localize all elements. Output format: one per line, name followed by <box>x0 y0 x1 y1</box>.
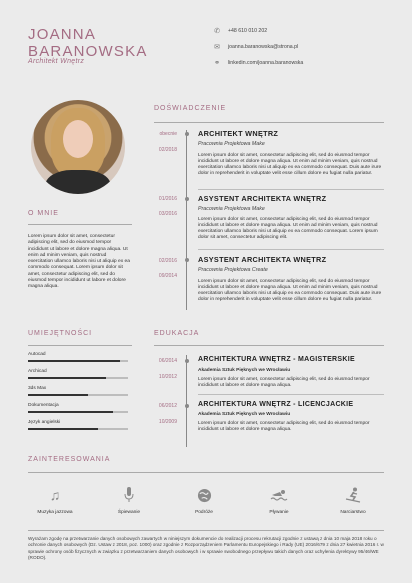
skill-bar-track <box>28 394 128 396</box>
exp2-company: Pracownia Projektowa Make <box>198 206 265 212</box>
about-text: Lorem ipsum dolor sit amet, consectetur adipiscing elit, sed do eiusmod tempor incididunt ut labore et dolore magna aliqua. Ut enim ad minim veniam, quis nostrud exercitation ullamco laboris nisi ut aliquip ex ea commodo consequat. Lorem ipsum dolor sit amet, consectetur adipiscing elit, sed do eiusmod tempor incididunt ut labore et dolore magna aliqua. <box>28 234 130 290</box>
skill-bar-fill <box>28 360 120 362</box>
interest-music <box>25 486 85 515</box>
exp3-date-to: 09/2014 <box>158 273 177 279</box>
skill-bar-track <box>28 411 128 413</box>
linkedin-text: linkedin.com/joanna.baranowska <box>228 60 304 66</box>
experience-rule <box>154 122 384 123</box>
interests-rule <box>28 472 384 473</box>
timeline-dot <box>185 258 189 262</box>
profile-photo <box>31 100 125 194</box>
skill-bar-fill <box>28 428 98 430</box>
name <box>28 26 148 60</box>
interest-label: Śpiewanie <box>117 510 141 515</box>
phone-icon: ✆ <box>214 28 220 35</box>
exp2-desc: Lorem ipsum dolor sit amet, consectetur adipiscing elit, sed do eiusmod tempor incididunt ut labore et dolore magna aliqua. Ut enim ad minim veniam, quis nostrud exercitation ullamco laboris nisi ut aliquip ex ea commodo consequat. Lorem ipsum dolor sit amet, consectetur adipiscing elit. <box>198 217 378 241</box>
skill-row <box>28 420 128 430</box>
name-first: JOANNA <box>28 26 97 43</box>
timeline-dot <box>185 197 189 201</box>
contact-linkedin <box>212 59 303 67</box>
gdpr-clause: Wyrażam zgodę na przetwarzanie danych osobowych zawartych w niniejszym dokumencie do realizacji procesu rekrutacji zgodnie z ustawą z dnia 10 maja 2018 roku o ochronie danych osobowych (Dz. Ustaw z 2018, poz. 1000) oraz zgodnie z Rozporządzeniem Parlamentu Europejskiego i Rady (UE) 2016/679 z dnia 27 kwietnia 2016 r. w sprawie ochrony osób fizycznych w związku z przetwarzaniem danych osobowych i w sprawie swobodnego przepływu takich danych oraz uchylenia dyrektywy 95/46/WE (RODO). <box>28 536 384 561</box>
skill-label: Autocad <box>28 352 46 357</box>
skill-label: Dokumentacja <box>28 403 59 408</box>
microphone-icon <box>99 486 159 504</box>
experience-heading: DOŚWIADCZENIE <box>154 105 227 112</box>
interests-heading: ZAINTERESOWANIA <box>28 456 111 463</box>
edu-separator <box>198 394 384 395</box>
edu1-school: Akademia Sztuk Pięknych we Wrocławiu <box>198 368 291 373</box>
footer-rule <box>28 530 384 531</box>
timeline-dot <box>185 132 189 136</box>
skills-heading: UMIEJĘTNOŚCI <box>28 330 93 337</box>
edu1-desc: Lorem ipsum dolor sit amet, consectetur adipiscing elit, sed do eiusmod tempor incididunt ut labore et dolore magna aliqua. <box>198 377 370 389</box>
skills-list <box>28 352 128 437</box>
edu1-title: ARCHITEKTURA WNĘTRZ - MAGISTERSKIE <box>198 356 355 363</box>
skill-bar-fill <box>28 411 113 413</box>
interest-label: Muzyka jazzowa <box>37 510 73 515</box>
skill-label: Archicad <box>28 369 47 374</box>
edu2-school: Akademia Sztuk Pięknych we Wrocławiu <box>198 412 291 417</box>
exp1-date-to: 02/2018 <box>158 147 177 153</box>
interest-travel <box>174 486 234 515</box>
experience-timeline <box>186 130 187 310</box>
timeline-dot <box>185 359 189 363</box>
email-text: joanna.baranowska@strona.pl <box>228 44 299 50</box>
swimmer-icon <box>249 486 309 504</box>
skill-bar-track <box>28 360 128 362</box>
education-timeline <box>186 355 187 447</box>
name-last: BARANOWSKA <box>28 43 148 60</box>
music-note-icon: ♫ <box>49 487 61 503</box>
skill-bar-track <box>28 377 128 379</box>
contact-email <box>212 43 298 51</box>
contact-phone <box>212 27 267 35</box>
exp-separator <box>198 189 384 190</box>
phone-text: +48 610 010 202 <box>228 28 268 34</box>
globe-icon <box>174 486 234 504</box>
skill-label: Język angielski <box>28 420 61 425</box>
education-rule <box>154 345 384 346</box>
exp2-title: ASYSTENT ARCHITEKTA WNĘTRZ <box>198 194 327 203</box>
interest-label: Podróże <box>195 510 213 515</box>
skill-bar-fill <box>28 377 106 379</box>
exp3-company: Pracownia Projektowa Create <box>198 267 268 273</box>
skill-row <box>28 369 128 379</box>
exp1-desc: Lorem ipsum dolor sit amet, consectetur adipiscing elit, sed do eiusmod tempor incididunt ut labore et dolore magna aliqua. Ut enim ad minim veniam, quis nostrud exercitation ullamco laboris nisi ut aliquip ex ea commodo consequat. Duis aute irure dolor in reprehenderit in voluptate velit esse cillum dolore eu fugiat nulla pariatur. <box>198 153 382 177</box>
exp3-date-from: 02/2016 <box>158 258 177 264</box>
skill-label: 3ds Max <box>28 386 47 391</box>
edu1-date-to: 10/2012 <box>158 374 177 380</box>
edu2-desc: Lorem ipsum dolor sit amet, consectetur adipiscing elit, sed do eiusmod tempor incididunt ut labore et dolore magna aliqua. <box>198 421 370 433</box>
edu1-date-from: 06/2014 <box>158 358 177 364</box>
skill-row <box>28 386 128 396</box>
exp3-title: ASYSTENT ARCHITEKTA WNĘTRZ <box>198 255 327 264</box>
skill-row <box>28 403 128 413</box>
exp-separator <box>198 249 384 250</box>
exp1-date-from: obecnie <box>159 131 177 137</box>
interest-singing <box>99 486 159 515</box>
exp2-date-from: 01/2016 <box>158 196 177 202</box>
about-heading: O MNIE <box>28 210 59 217</box>
exp3-desc: Lorem ipsum dolor sit amet, consectetur adipiscing elit, sed do eiusmod tempor incididunt ut labore et dolore magna aliqua. Ut enim ad minim veniam, quis nostrud exercitation ullamco laboris nisi ut aliquip ex ea commodo consequat. Duis aute irure dolor in reprehenderit in voluptate velit esse cillum dolore eu fugiat nulla pariatur. <box>198 279 382 303</box>
link-icon: ⚭ <box>214 60 220 67</box>
edu2-date-to: 10/2009 <box>158 419 177 425</box>
photo-shirt <box>45 170 111 194</box>
interest-skiing <box>323 486 383 515</box>
exp1-company: Pracownia Projektowa Make <box>198 141 265 147</box>
edu2-title: ARCHITEKTURA WNĘTRZ - LICENCJACKIE <box>198 401 354 408</box>
skill-bar-fill <box>28 394 88 396</box>
exp2-date-to: 03/2016 <box>158 211 177 217</box>
interest-label: Narciarstwo <box>340 510 366 515</box>
about-rule <box>28 224 132 225</box>
skills-rule <box>28 345 132 346</box>
edu2-date-from: 06/2012 <box>158 403 177 409</box>
skill-row <box>28 352 128 362</box>
role-title: Architekt Wnętrz <box>28 58 85 65</box>
photo-face <box>63 120 93 158</box>
interest-label: Pływanie <box>269 510 289 515</box>
education-heading: EDUKACJA <box>154 330 200 337</box>
timeline-dot <box>185 404 189 408</box>
exp1-title: ARCHITEKT WNĘTRZ <box>198 129 279 138</box>
skier-icon <box>323 486 383 504</box>
skill-bar-track <box>28 428 128 430</box>
interest-swimming <box>249 486 309 515</box>
envelope-icon: ✉ <box>214 44 220 51</box>
